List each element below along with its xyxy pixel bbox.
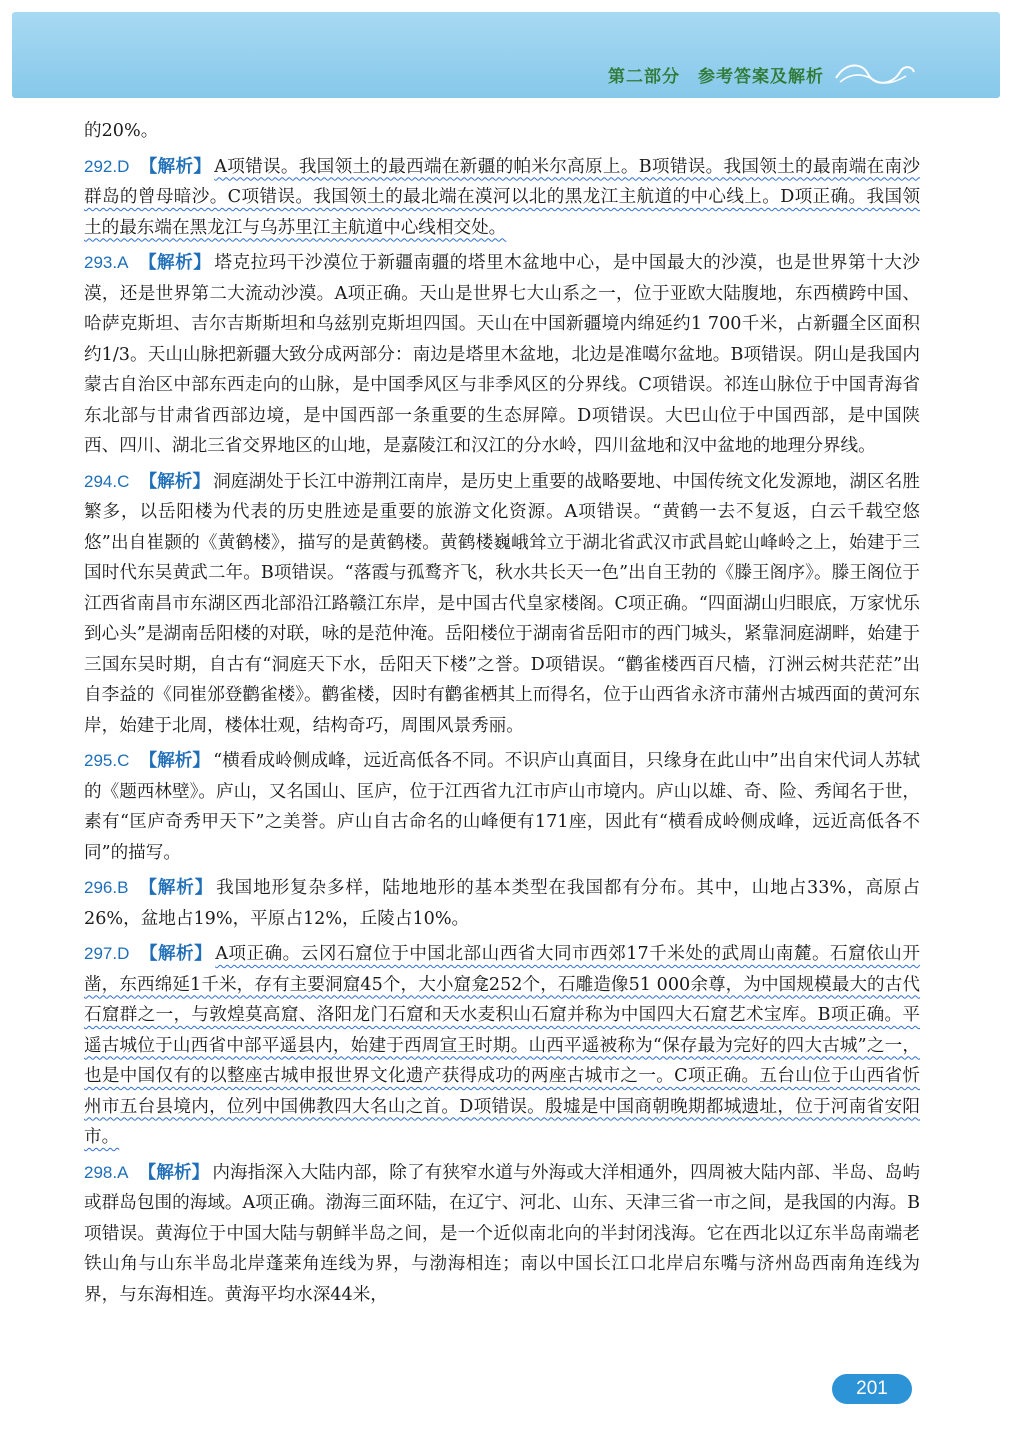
answer-entry-297 [84,939,920,1153]
answer-entry-292 [84,152,920,244]
answer-text: A项错误。我国领土的最西端在新疆的帕米尔高原上。B项错误。我国领土的最南端在南沙群岛的曾母暗沙。C项错误。我国领土的最北端在漠河以北的黑龙江主航道的中心线上。D项正确。我国领土的最东端在黑龙江与乌苏里江主航道中心线相交处。 [84,156,920,238]
answer-entry-293 [84,248,920,462]
answer-text: “横看成岭侧成峰，远近高低各不同。不识庐山真面目，只缘身在此山中”出自宋代词人苏轼的《题西林壁》。庐山，又名国山、匡庐，位于江西省九江市庐山市境内。庐山以雄、奇、险、秀闻名于世，素有“匡庐奇秀甲天下”之美誉。庐山自古命名的山峰便有171座，因此有“横看成岭侧成峰，远近高低各不同”的描写。 [84,751,920,863]
answer-number: 293.A [84,253,129,272]
answer-number: 296.B [84,878,129,897]
analysis-tag: 【解析】 [139,944,213,964]
answer-number: 297.D [84,944,130,963]
answer-entry-294 [84,467,920,742]
answer-text: A项正确。云冈石窟位于中国北部山西省大同市西郊17千米处的武周山南麓。石窟依山开凿，东西绵延1千米，存有主要洞窟45个，大小窟龛252个，石雕造像51 000余尊，为中国规模最大的古代石窟群之一，与敦煌莫高窟、洛阳龙门石窟和天水麦积山石窟并称为中国四大石窟艺术宝库。B项正确。平遥古城位于山西省中部平遥县内，始建于西周宣王时期。山西平遥被称为“保存最为完好的四大古城”之一，也是中国仅有的以整座古城申报世界文化遗产获得成功的两座古城市之一。C项正确。五台山位于山西省忻州市五台县境内，位列中国佛教四大名山之首。D项错误。殷墟是中国商朝晚期都城遗址，位于河南省安阳市。 [84,944,920,1147]
answer-number: 298.A [84,1162,129,1182]
analysis-tag: 【解析】 [139,156,212,177]
answer-text: 我国地形复杂多样，陆地地形的基本类型在我国都有分布。其中，山地占33%，高原占26%，盆地占19%，平原占12%，丘陵占10%。 [84,878,920,929]
analysis-tag: 【解析】 [139,751,211,771]
analysis-tag: 【解析】 [138,878,214,898]
answer-number: 294.C [84,471,130,491]
answer-content [84,116,920,1315]
scroll-ornament-icon [834,60,916,90]
analysis-tag: 【解析】 [139,471,211,492]
answer-number: 292.D [84,156,130,176]
answer-number: 295.C [84,751,130,770]
answer-text: 内海指深入大陆内部，除了有狭窄水道与外海或大洋相通外，四周被大陆内部、半岛、岛屿或群岛包围的海域。A项正确。渤海三面环陆，在辽宁、河北、山东、天津三省一市之间，是我国的内海。B项错误。黄海位于中国大陆与朝鲜半岛之间，是一个近似南北向的半封闭浅海。它在西北以辽东半岛南端老铁山角与山东半岛北岸蓬莱角连线为界，与渤海相连；南以中国长江口北岸启东嘴与济州岛西南角连线为界，与东海相连。黄海平均水深44米， [84,1162,920,1305]
header-title: 第二部分 参考答案及解析 [608,67,824,87]
answer-entry-296 [84,873,920,934]
page-header-band [12,12,1000,98]
answer-entry-298 [84,1158,920,1311]
continuation-text: 的20%。 [84,121,159,141]
analysis-tag: 【解析】 [138,253,212,273]
page-number: 201 [832,1374,912,1404]
answer-entry-295 [84,746,920,868]
analysis-tag: 【解析】 [138,1162,210,1183]
answer-text: 塔克拉玛干沙漠位于新疆南疆的塔里木盆地中心，是中国最大的沙漠，也是世界第十大沙漠，还是世界第二大流动沙漠。A项正确。天山是世界七大山系之一，位于亚欧大陆腹地，东西横跨中国、哈萨克斯坦、吉尔吉斯斯坦和乌兹别克斯坦四国。天山在中国新疆境内绵延约1 700千米，占新疆全区面积约1/3。天山山脉把新疆大致分成两部分：南边是塔里木盆地，北边是准噶尔盆地。B项错误。阴山是我国内蒙古自治区中部东西走向的山脉，是中国季风区与非季风区的分界线。C项错误。祁连山脉位于中国青海省东北部与甘肃省西部边境，是中国西部一条重要的生态屏障。D项错误。大巴山位于中国西部，是中国陕西、四川、湖北三省交界地区的山地，是嘉陵江和汉江的分水岭，四川盆地和汉中盆地的地理分界线。 [84,253,920,456]
answer-text: 洞庭湖处于长江中游荆江南岸，是历史上重要的战略要地、中国传统文化发源地，湖区名胜繁多，以岳阳楼为代表的历史胜迹是重要的旅游文化资源。A项错误。“黄鹤一去不复返，白云千载空悠悠”出自崔颢的《黄鹤楼》，描写的是黄鹤楼。黄鹤楼巍峨耸立于湖北省武汉市武昌蛇山峰岭之上，始建于三国时代东吴黄武二年。B项错误。“落霞与孤鹜齐飞，秋水共长天一色”出自王勃的《滕王阁序》。滕王阁位于江西省南昌市东湖区西北部沿江路赣江东岸，是中国古代皇家楼阁。C项正确。“四面湖山归眼底，万家忧乐到心头”是湖南岳阳楼的对联，咏的是范仲淹。岳阳楼位于湖南省岳阳市的西门城头，紧靠洞庭湖畔，始建于三国东吴时期，自古有“洞庭天下水，岳阳天下楼”之誉。D项错误。“鹳雀楼西百尺樯，汀洲云树共茫茫”出自李益的《同崔邠登鹳雀楼》。鹳雀楼，因时有鹳雀栖其上而得名，位于山西省永济市蒲州古城西面的黄河东岸，始建于北周，楼体壮观，结构奇巧，周围风景秀丽。 [84,471,920,736]
